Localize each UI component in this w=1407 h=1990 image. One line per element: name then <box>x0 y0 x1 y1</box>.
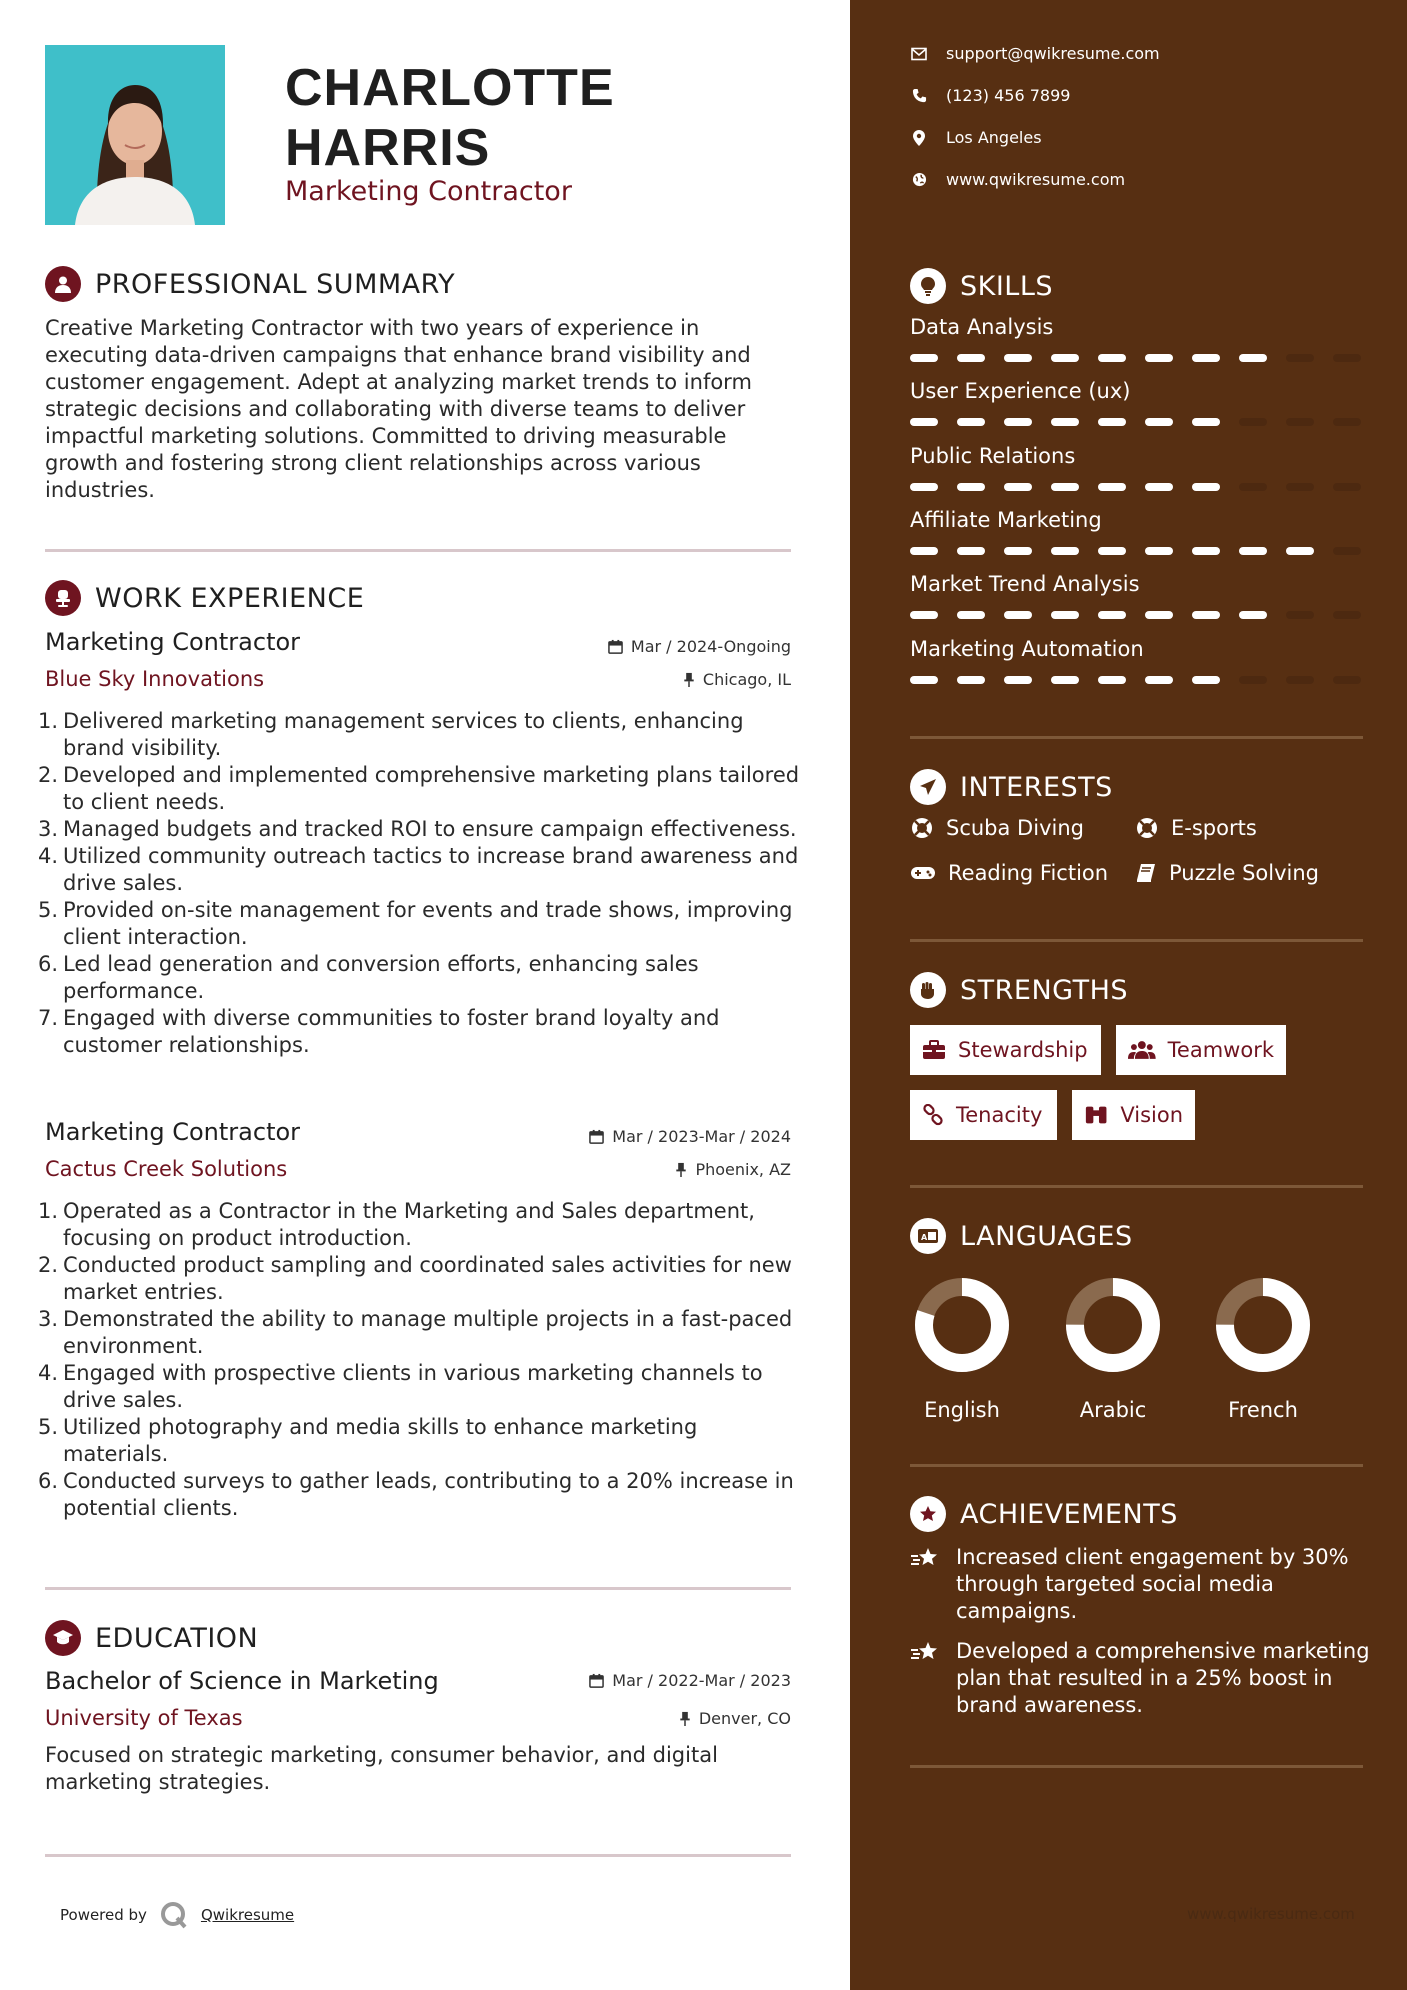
book-icon <box>1135 862 1157 884</box>
sidebar <box>850 0 1407 1990</box>
candidate-name <box>285 58 615 178</box>
education-date <box>589 1671 791 1690</box>
rating-dash-filled <box>1004 611 1032 619</box>
interest-label: E-sports <box>1171 816 1257 840</box>
degree-title: Bachelor of Science in Marketing <box>45 1667 439 1695</box>
language-icon <box>910 1218 946 1254</box>
achievement-item <box>910 1638 1370 1719</box>
calendar-icon <box>608 639 623 654</box>
rating-dash-empty <box>1333 354 1361 362</box>
job-location-text: Phoenix, AZ <box>695 1160 791 1179</box>
skill-rating <box>910 676 1361 684</box>
list-item: 1. Delivered marketing management services to clients, enhancing brand visibility. <box>38 709 744 760</box>
binoculars-icon <box>1084 1104 1108 1126</box>
rating-dash-filled <box>1098 676 1126 684</box>
skill-rating <box>910 354 1361 362</box>
star-badge-icon <box>910 1496 946 1532</box>
interests-heading <box>910 769 1113 805</box>
job-date <box>589 1127 791 1146</box>
rating-dash-empty <box>1333 483 1361 491</box>
language-label: French <box>1228 1398 1298 1422</box>
divider <box>45 1587 791 1590</box>
rating-dash-empty <box>1286 354 1314 362</box>
divider <box>910 1185 1363 1188</box>
experience-heading-text: WORK EXPERIENCE <box>95 582 365 614</box>
strength-label: Stewardship <box>958 1038 1088 1062</box>
rating-dash-filled <box>1192 547 1220 555</box>
job-date-text: Mar / 2024-Ongoing <box>630 637 791 656</box>
lightbulb-icon <box>910 268 946 304</box>
skill-name: Marketing Automation <box>910 637 1144 661</box>
rating-dash-filled <box>1145 547 1173 555</box>
languages-heading-text: LANGUAGES <box>960 1220 1133 1252</box>
rating-dash-filled <box>910 611 938 619</box>
rating-dash-filled <box>910 483 938 491</box>
list-item: 3. Managed budgets and tracked ROI to ensure campaign effectiveness. <box>38 817 797 841</box>
contact-phone-text: (123) 456 7899 <box>946 86 1071 105</box>
skill-name: Market Trend Analysis <box>910 572 1140 596</box>
interest-item <box>1135 816 1257 840</box>
powered-by-label: Powered by <box>60 1906 147 1924</box>
rating-dash-filled <box>1192 611 1220 619</box>
skills-heading-text: SKILLS <box>960 270 1054 302</box>
job-location <box>675 1160 791 1179</box>
education-heading <box>45 1620 258 1656</box>
list-item: 2. Conducted product sampling and coordinated sales activities for new market entries. <box>38 1253 792 1304</box>
rating-dash-empty <box>1239 676 1267 684</box>
rating-dash-filled <box>1192 483 1220 491</box>
rating-dash-empty <box>1286 676 1314 684</box>
language-item <box>1058 1270 1168 1422</box>
rating-dash-filled <box>1098 418 1126 426</box>
divider <box>910 1765 1363 1768</box>
rating-dash-filled <box>1192 354 1220 362</box>
divider <box>45 1854 791 1857</box>
interest-item <box>910 861 1108 885</box>
skill-rating <box>910 483 1361 491</box>
gamepad-icon <box>910 863 936 883</box>
strength-chip <box>1072 1090 1195 1140</box>
list-item: 5. Utilized photography and media skills to enhance marketing materials. <box>38 1415 698 1466</box>
envelope-icon <box>910 45 928 63</box>
rating-dash-filled <box>1051 547 1079 555</box>
summary-text: Creative Marketing Contractor with two years of experience in executing data-driven campaigns that enhance brand visibility and customer engagement. Adept at analyzing market trends to inform strategic decisions and collaborating with diverse teams to deliver impactful marketing solutions. Committed to driving measurable growth and fostering strong client relationships across various industries. <box>45 316 752 502</box>
shooting-star-icon <box>910 1638 942 1719</box>
rating-dash-empty <box>1239 483 1267 491</box>
achievements-heading <box>910 1496 1178 1532</box>
strength-label: Vision <box>1120 1103 1183 1127</box>
rating-dash-filled <box>1145 483 1173 491</box>
list-item: 1. Operated as a Contractor in the Marketing and Sales department, focusing on product introduction. <box>38 1199 755 1250</box>
achievement-item <box>910 1544 1370 1625</box>
strengths-heading <box>910 972 1128 1008</box>
interest-item <box>1135 861 1319 885</box>
chair-icon <box>45 580 81 616</box>
education-heading-text: EDUCATION <box>95 1622 259 1654</box>
pin-icon <box>675 1162 687 1177</box>
rating-dash-empty <box>1286 611 1314 619</box>
company-name: Blue Sky Innovations <box>45 667 265 691</box>
interest-label: Puzzle Solving <box>1169 861 1319 885</box>
job-location-text: Chicago, IL <box>702 670 791 689</box>
contact-website-text: www.qwikresume.com <box>946 170 1126 189</box>
briefcase-icon <box>922 1040 946 1060</box>
strength-label: Teamwork <box>1167 1038 1274 1062</box>
list-item: 2. Developed and implemented comprehensive marketing plans tailored to client needs. <box>38 763 800 814</box>
interests-heading-text: INTERESTS <box>960 771 1113 803</box>
skill-name: Data Analysis <box>910 315 1054 339</box>
rating-dash-filled <box>910 547 938 555</box>
language-label: Arabic <box>1079 1398 1147 1422</box>
rating-dash-filled <box>1004 418 1032 426</box>
achievement-text: Increased client engagement by 30% through targeted social media campaigns. <box>956 1545 1349 1623</box>
rating-dash-filled <box>1098 611 1126 619</box>
language-item <box>907 1270 1017 1422</box>
list-item: 4. Utilized community outreach tactics to increase brand awareness and drive sales. <box>38 844 799 895</box>
rating-dash-filled <box>1192 418 1220 426</box>
divider <box>910 939 1363 942</box>
education-location-text: Denver, CO <box>698 1709 791 1728</box>
contact-email-text: support@qwikresume.com <box>946 44 1160 63</box>
language-proficiency-ring <box>907 1270 1017 1380</box>
rating-dash-filled <box>1192 676 1220 684</box>
rating-dash-filled <box>910 676 938 684</box>
skill-name: User Experience (ux) <box>910 379 1131 403</box>
rating-dash-filled <box>1004 547 1032 555</box>
link-icon <box>922 1104 944 1126</box>
contact-phone[interactable] <box>910 86 1070 105</box>
name-line-1: CHARLOTTE <box>285 59 615 117</box>
education-location <box>679 1709 791 1728</box>
rating-dash-filled <box>1145 611 1173 619</box>
map-marker-icon <box>910 129 928 147</box>
skill-rating <box>910 547 1361 555</box>
list-item: 6. Conducted surveys to gather leads, contributing to a 20% increase in potential clients. <box>38 1469 794 1520</box>
pin-icon <box>679 1711 691 1726</box>
interest-item <box>910 816 1084 840</box>
calendar-icon <box>589 1129 604 1144</box>
users-icon <box>1128 1040 1156 1060</box>
summary-heading-text: PROFESSIONAL SUMMARY <box>95 268 456 300</box>
skill-rating <box>910 611 1361 619</box>
rating-dash-filled <box>1145 418 1173 426</box>
strength-chip <box>910 1090 1057 1140</box>
language-label: English <box>924 1398 1000 1422</box>
divider <box>910 1464 1363 1467</box>
rating-dash-filled <box>1051 483 1079 491</box>
job-date-text: Mar / 2023-Mar / 2024 <box>612 1127 791 1146</box>
interest-label: Scuba Diving <box>946 816 1084 840</box>
divider <box>910 736 1363 739</box>
skills-heading <box>910 268 1053 304</box>
powered-by <box>60 1900 294 1930</box>
rating-dash-filled <box>1051 611 1079 619</box>
rating-dash-filled <box>1004 354 1032 362</box>
language-item <box>1208 1270 1318 1422</box>
pin-icon <box>683 672 695 687</box>
qwikresume-logo-icon <box>159 1900 189 1930</box>
globe-icon <box>910 171 928 189</box>
language-proficiency-ring <box>1208 1270 1318 1380</box>
rating-dash-empty <box>1286 483 1314 491</box>
skill-name: Affiliate Marketing <box>910 508 1102 532</box>
divider <box>45 549 791 552</box>
rating-dash-filled <box>1051 354 1079 362</box>
skill-rating <box>910 418 1361 426</box>
job-bullets <box>38 1198 808 1522</box>
qwikresume-link[interactable]: Qwikresume <box>200 1906 295 1924</box>
contact-email[interactable] <box>910 44 1160 63</box>
rating-dash-filled <box>1286 547 1314 555</box>
rating-dash-filled <box>957 676 985 684</box>
strength-chip <box>1116 1025 1286 1075</box>
contact-website[interactable] <box>910 170 1125 189</box>
rating-dash-empty <box>1239 418 1267 426</box>
rating-dash-filled <box>1145 676 1173 684</box>
language-proficiency-ring <box>1058 1270 1168 1380</box>
rating-dash-filled <box>1098 547 1126 555</box>
achievements-heading-text: ACHIEVEMENTS <box>960 1498 1178 1530</box>
name-line-2: HARRIS <box>285 119 491 177</box>
list-item: 4. Engaged with prospective clients in various marketing channels to drive sales. <box>38 1361 763 1412</box>
rating-dash-filled <box>910 354 938 362</box>
fist-icon <box>910 972 946 1008</box>
phone-icon <box>910 87 928 105</box>
strength-label: Tenacity <box>956 1103 1043 1127</box>
rating-dash-filled <box>910 418 938 426</box>
calendar-icon <box>589 1673 604 1688</box>
rating-dash-filled <box>1004 676 1032 684</box>
rating-dash-filled <box>1098 354 1126 362</box>
list-item: 3. Demonstrated the ability to manage multiple projects in a fast-paced environment. <box>38 1307 793 1358</box>
lifebuoy-icon <box>1135 816 1159 840</box>
job-date <box>608 637 791 656</box>
rating-dash-filled <box>1239 611 1267 619</box>
shooting-star-icon <box>910 1544 942 1625</box>
rating-dash-empty <box>1333 547 1361 555</box>
interest-label: Reading Fiction <box>948 861 1109 885</box>
rating-dash-filled <box>957 611 985 619</box>
user-icon <box>45 266 81 302</box>
rating-dash-filled <box>1145 354 1173 362</box>
summary-heading <box>45 266 455 302</box>
rating-dash-empty <box>1333 611 1361 619</box>
job-title: Marketing Contractor <box>45 628 301 656</box>
candidate-title: Marketing Contractor <box>285 176 572 207</box>
list-item: 6. Led lead generation and conversion efforts, enhancing sales performance. <box>38 952 699 1003</box>
rating-dash-filled <box>1004 483 1032 491</box>
company-name: Cactus Creek Solutions <box>45 1157 288 1181</box>
education-date-text: Mar / 2022-Mar / 2023 <box>612 1671 791 1690</box>
rating-dash-filled <box>957 354 985 362</box>
experience-heading <box>45 580 364 616</box>
skill-name: Public Relations <box>910 444 1076 468</box>
rating-dash-filled <box>1239 354 1267 362</box>
strength-chip <box>910 1025 1101 1075</box>
achievement-text: Developed a comprehensive marketing plan that resulted in a 25% boost in brand awareness. <box>956 1639 1370 1717</box>
list-item: 7. Engaged with diverse communities to foster brand loyalty and customer relationships. <box>38 1006 720 1057</box>
paper-plane-icon <box>910 769 946 805</box>
svg-text:A: A <box>921 1233 928 1242</box>
rating-dash-filled <box>957 547 985 555</box>
lifebuoy-icon <box>910 816 934 840</box>
job-title: Marketing Contractor <box>45 1118 301 1146</box>
strengths-heading-text: STRENGTHS <box>960 974 1129 1006</box>
education-text: Focused on strategic marketing, consumer behavior, and digital marketing strategies. <box>45 1743 718 1794</box>
profile-photo <box>45 45 225 225</box>
rating-dash-empty <box>1286 418 1314 426</box>
school-name: University of Texas <box>45 1706 243 1730</box>
rating-dash-filled <box>1051 418 1079 426</box>
job-location <box>683 670 791 689</box>
footer-url: www.qwikresume.com <box>1187 1905 1355 1923</box>
rating-dash-filled <box>1098 483 1126 491</box>
contact-location-text: Los Angeles <box>946 128 1042 147</box>
list-item: 5. Provided on-site management for events and trade shows, improving client interaction. <box>38 898 793 949</box>
rating-dash-empty <box>1333 676 1361 684</box>
languages-heading <box>910 1218 1133 1254</box>
contact-location <box>910 128 1042 147</box>
rating-dash-filled <box>957 483 985 491</box>
graduation-cap-icon <box>45 1620 81 1656</box>
rating-dash-filled <box>1239 547 1267 555</box>
rating-dash-filled <box>1051 676 1079 684</box>
rating-dash-empty <box>1333 418 1361 426</box>
job-bullets <box>38 708 808 1059</box>
rating-dash-filled <box>957 418 985 426</box>
